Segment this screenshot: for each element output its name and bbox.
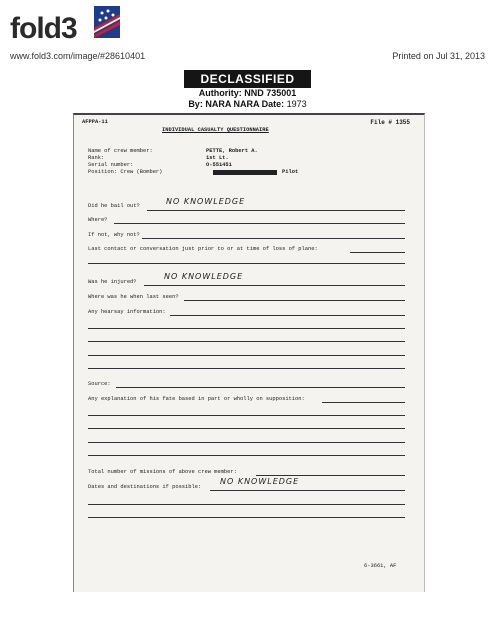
answer-line: [88, 328, 405, 329]
name-label: Name of crew member:: [88, 148, 153, 154]
answer-line: [142, 238, 405, 239]
authority-line: Authority: NND 735001: [198, 88, 297, 98]
answer-line: [88, 415, 405, 416]
question-source: Source:: [88, 381, 111, 387]
declassified-stamp: [0, 70, 495, 110]
question-hearsay: Any hearsay information:: [88, 309, 166, 315]
answer-line: [256, 475, 405, 476]
file-number: File # 1355: [370, 119, 410, 126]
answer-line: [88, 263, 405, 264]
rank-label: Rank:: [88, 155, 105, 161]
question-last-contact: Last contact or conversation just prior to or at time of loss of plane:: [88, 246, 318, 252]
name-value: PETTE, Robert A.: [206, 148, 258, 154]
answer-line: [88, 442, 405, 443]
answer-line: [144, 285, 405, 286]
serial-label: Serial number:: [88, 162, 134, 168]
document-title: INDIVIDUAL CASUALTY QUESTIONNAIRE: [162, 127, 269, 133]
answer-line: [114, 223, 405, 224]
answer-line: [88, 428, 405, 429]
flag-icon: [94, 6, 120, 38]
form-footer-code: 6-3661, AF: [364, 563, 397, 569]
answer-line: [88, 368, 405, 369]
form-id: AFPPA-11: [82, 119, 108, 125]
answer-line: [350, 252, 405, 253]
answer-line: [88, 517, 405, 518]
redaction-bar: [213, 170, 277, 175]
answer-line: [88, 455, 405, 456]
answer-line: [88, 355, 405, 356]
question-dates: Dates and destinations if possible:: [88, 484, 202, 490]
answer-line: [147, 210, 405, 211]
answer-line: [170, 315, 405, 316]
serial-value: O-551451: [206, 162, 232, 168]
question-where: Where?: [88, 217, 108, 223]
by-year: 1973: [286, 99, 307, 109]
question-explanation: Any explanation of his fate based in part or wholly on supposition:: [88, 396, 305, 402]
answer-line: [210, 490, 405, 491]
question-if-not: If not, why not?: [88, 232, 140, 238]
question-last-seen: Where was he when last seen?: [88, 294, 179, 300]
printed-date: Printed on Jul 31, 2013: [392, 51, 485, 61]
image-url[interactable]: www.fold3.com/image/#28610401: [10, 51, 146, 61]
answer-bail-out: NO KNOWLEDGE: [166, 197, 246, 206]
answer-line: [184, 300, 405, 301]
question-injured: Was he injured?: [88, 279, 137, 285]
answer-dates: NO KNOWLEDGE: [220, 477, 300, 486]
answer-injured: NO KNOWLEDGE: [164, 272, 244, 281]
answer-line: [88, 504, 405, 505]
position-label: Position: Crew (Bomber): [88, 169, 163, 175]
declassified-badge: DECLASSIFIED: [184, 70, 310, 88]
rank-value: 1st Lt.: [206, 155, 229, 161]
answer-line: [116, 387, 405, 388]
by-line: [0, 99, 495, 110]
casualty-questionnaire-document: [73, 113, 425, 592]
by-label: By: NARA NARA Date:: [188, 99, 287, 109]
position-value: Pilot: [282, 169, 299, 175]
question-missions: Total number of missions of above crew member:: [88, 469, 237, 475]
fold3-logo[interactable]: fold3: [10, 12, 77, 45]
answer-line: [88, 341, 405, 342]
question-bail-out: Did he bail out?: [88, 203, 140, 209]
answer-line: [322, 402, 405, 403]
